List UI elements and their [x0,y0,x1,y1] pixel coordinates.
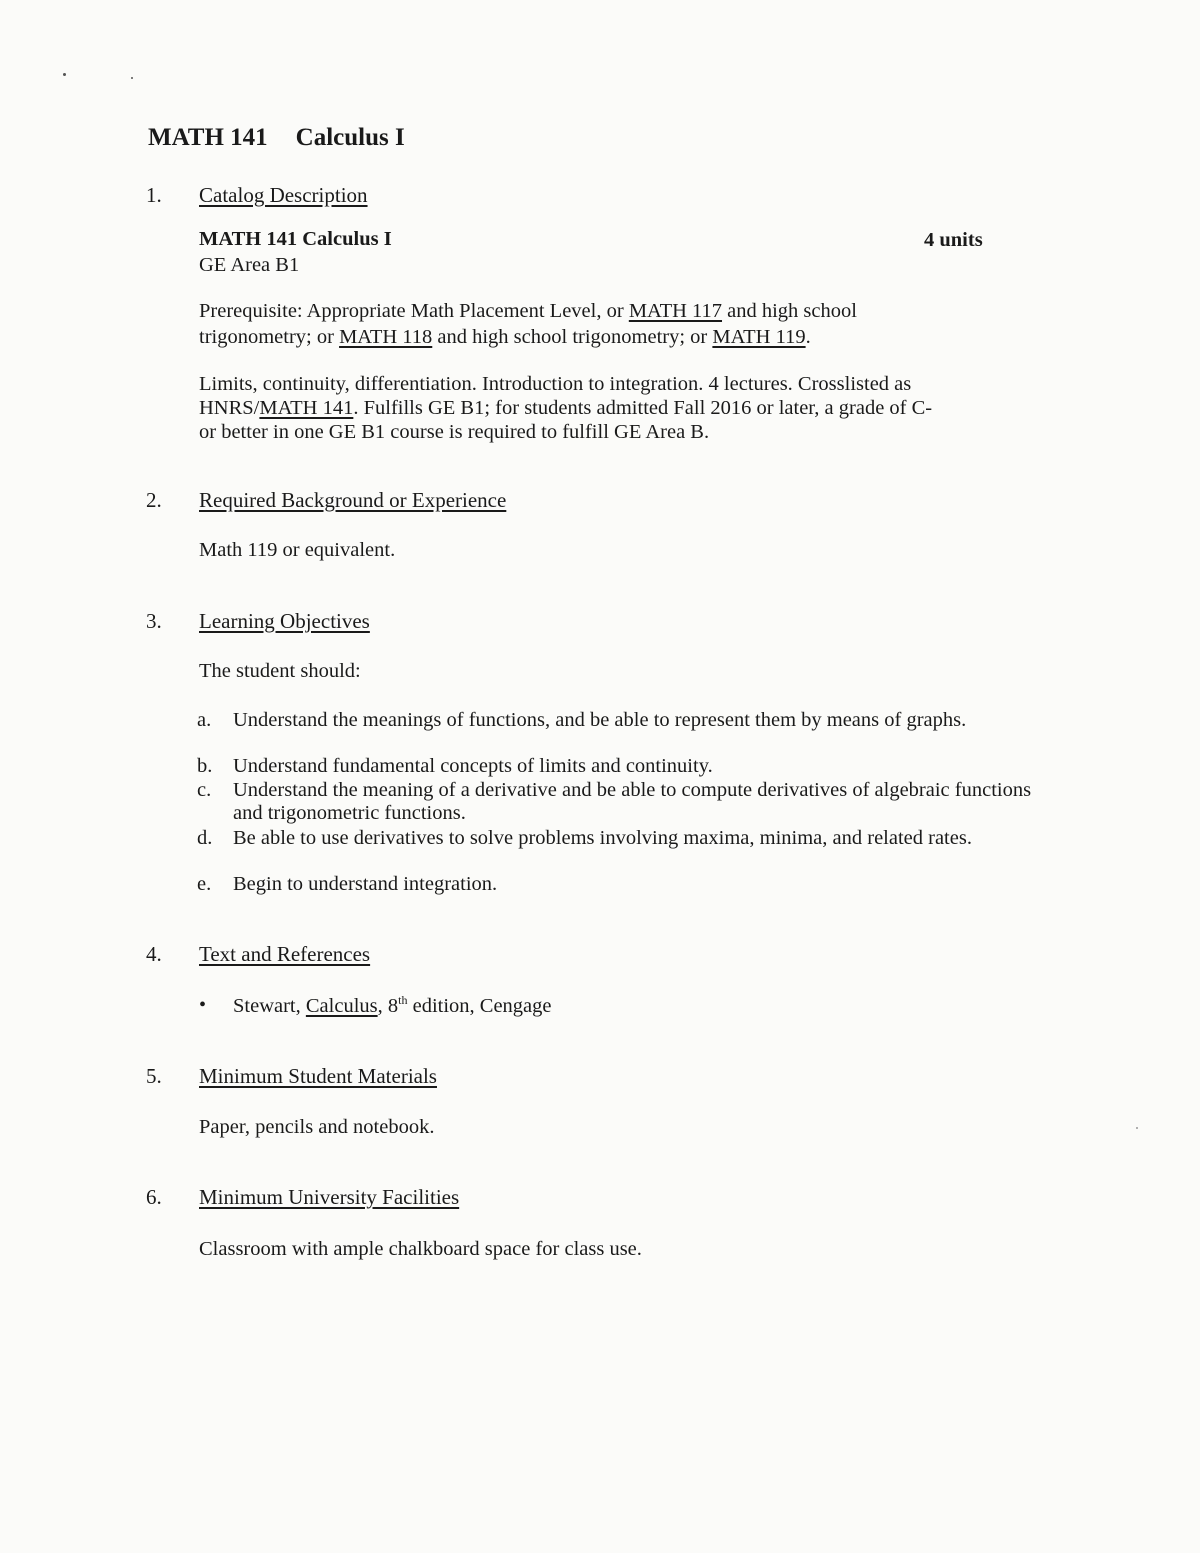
section-heading-texts: Text and References [199,942,371,966]
bullet-icon: • [199,994,207,1016]
section-number-3: 3. [146,609,162,633]
scan-speck [63,73,66,76]
section-heading-objectives: Learning Objectives [199,609,370,633]
document-page: MATH 141 Calculus I 1. Catalog Description MATH 141 Calculus I 4 units GE Area B1 Prerequisite: Appropriate Math Placement Level, or MATH 117 and high school trigonometry; or MATH 118 and high school trigonometry; or MATH 119. Limits, continuity, differentiation. Introduction to integration. 4 lectures. Crosslisted as HNRS/MATH 141. Fulfills GE B1; for students admitted Fall 2016 or later, a grade of C- or better in one GE B1 course is required to fulfill GE Area B. 2. Required Background or Experience Math 119 or equivalent. 3. Learning Objectives The student should: a. Understand the meanings of functions, and be able to represent them by means of graphs. b. Understand fundamental concepts of limits and continuity. c. Understand the meaning of a derivative and be able to compute derivatives of algebraic functions and trigonometric functions. d. Be able to use derivatives to solve problems involving maxima, minima, and related rates. e. Begin to understand integration. 4. Text and References • Stewart, Calculus, 8th edition, Cengage 5. Minimum Student Materials Paper, pencils and notebook. 6. Minimum University Facilities Classroom with ample chalkboard space for class use. [0,0,1200,1553]
scan-speck [131,77,133,79]
description-line-3: or better in one GE B1 course is required to fulfill GE Area B. [199,421,710,443]
scan-speck [1136,1127,1138,1129]
catalog-ge-area: GE Area B1 [199,254,300,276]
facilities-text: Classroom with ample chalkboard space for class use. [199,1238,642,1260]
section-heading-materials: Minimum Student Materials [199,1064,437,1088]
materials-text: Paper, pencils and notebook. [199,1116,435,1138]
section-number-1: 1. [146,183,162,207]
link-math-118[interactable]: MATH 118 [339,326,433,348]
section-number-6: 6. [146,1185,162,1209]
section-heading-catalog: Catalog Description [199,183,368,207]
course-code: MATH 141 [148,124,268,151]
page-title [148,124,405,152]
link-math-117[interactable]: MATH 117 [628,300,723,322]
background-text: Math 119 or equivalent. [199,539,396,561]
link-math-141[interactable]: MATH 141 [259,397,354,419]
section-number-5: 5. [146,1064,162,1088]
course-title: Calculus I [295,124,405,151]
section-number-4: 4. [146,942,162,966]
section-heading-facilities: Minimum University Facilities [199,1185,460,1209]
objectives-intro: The student should: [199,660,361,682]
link-math-119[interactable]: MATH 119 [712,326,806,348]
section-heading-background: Required Background or Experience [199,488,507,512]
section-number-2: 2. [146,488,162,512]
textbook-reference: Stewart, Calculus, 8th edition, Cengage [233,993,552,1017]
catalog-course-line: MATH 141 Calculus I [199,228,392,250]
description-line-2: HNRS/MATH 141. Fulfills GE B1; for students admitted Fall 2016 or later, a grade of C- [199,397,933,419]
prerequisite-line-2: trigonometry; or MATH 118 and high school trigonometry; or MATH 119. [199,326,811,348]
prerequisite-line-1: Prerequisite: Appropriate Math Placement Level, or MATH 117 and high school [199,300,857,322]
description-line-1: Limits, continuity, differentiation. Introduction to integration. 4 lectures. Crosslisted as [199,373,912,395]
catalog-units: 4 units [924,229,983,251]
book-title: Calculus [305,995,378,1017]
